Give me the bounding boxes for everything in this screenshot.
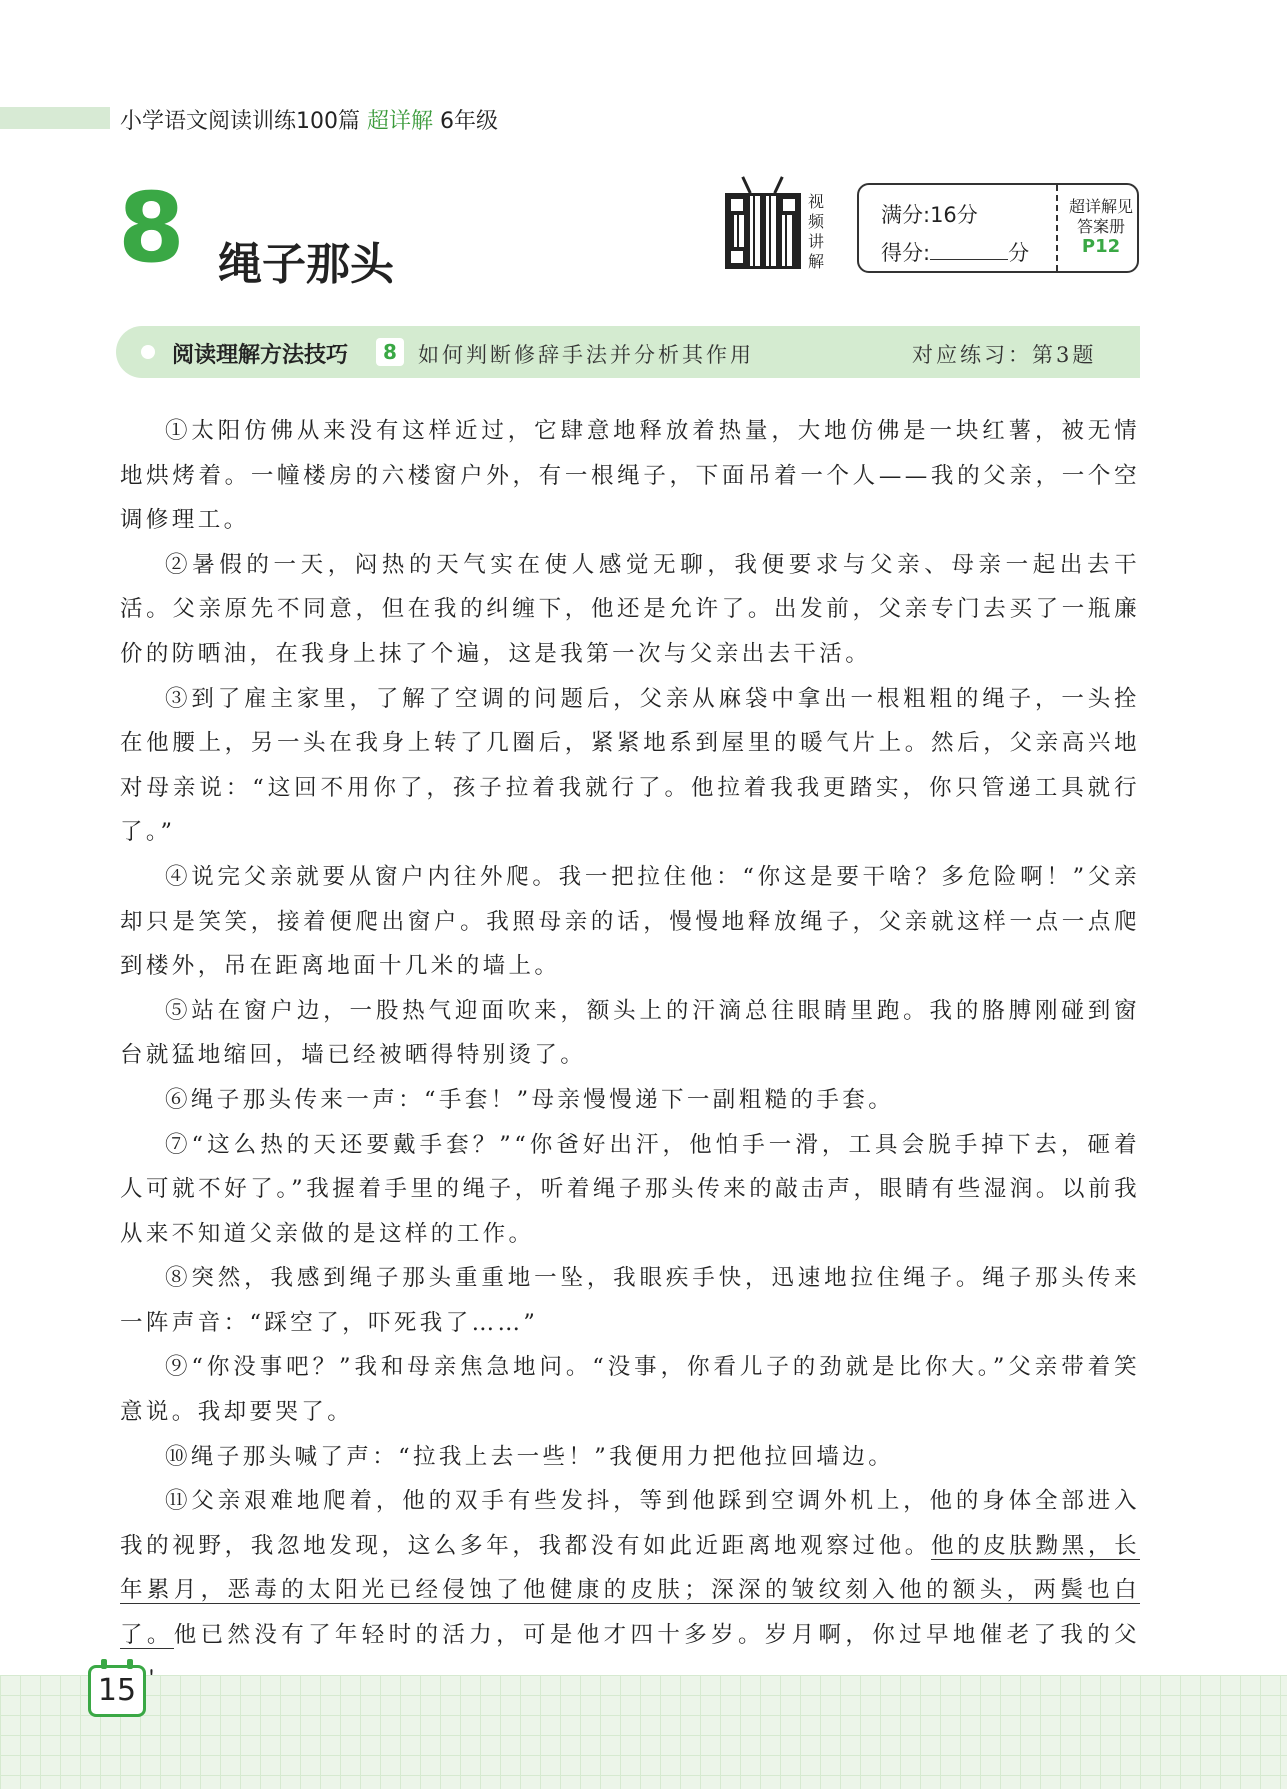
calendar-tab-icon bbox=[101, 1659, 107, 1669]
underlined-sentence: 他的皮肤黝黑，长年累月，恶毒的太阳光已经侵蚀了他健康的皮肤；深深的皱纹刻入他的额头，两鬓也白了。 bbox=[120, 1532, 1141, 1649]
article-body bbox=[120, 409, 1140, 1702]
header-band bbox=[0, 107, 110, 129]
method-number: 8 bbox=[376, 338, 404, 366]
score-blank bbox=[930, 241, 1008, 260]
answer-page: P12 bbox=[1081, 236, 1121, 257]
book-highlight: 超详解 bbox=[367, 109, 434, 134]
lesson-title: 绳子那头 bbox=[218, 239, 394, 290]
qr-code-icon[interactable] bbox=[725, 193, 801, 269]
paragraph: ⑨“你没事吧？”我和母亲焦急地问。“没事，你看儿子的劲就是比你大。”父亲带着笑意说。我却要哭了。 bbox=[120, 1354, 1140, 1426]
full-score: 满分:16分 bbox=[881, 203, 978, 227]
page-number: 15 bbox=[88, 1665, 146, 1717]
paragraph: ④说完父亲就要从窗户内往外爬。我一把拉住他：“你这是要干啥？多危险啊！”父亲却只是笑笑，接着便爬出窗户。我照母亲的话，慢慢地释放绳子，父亲就这样一点一点爬到楼外，吊在距离地面十几米的墙上。 bbox=[120, 863, 1140, 980]
method-bar bbox=[116, 326, 1140, 378]
answer-reference: 超详解见 答案册 P12 bbox=[1062, 197, 1140, 257]
score-divider bbox=[1056, 185, 1058, 271]
method-label: 阅读理解方法技巧 bbox=[172, 343, 349, 368]
method-topic: 如何判断修辞手法并分析其作用 bbox=[418, 343, 754, 367]
paragraph: ⑤站在窗户边，一股热气迎面吹来，额头上的汗滴总往眼睛里跑。我的胳膊刚碰到窗台就猛地缩回，墙已经被晒得特别烫了。 bbox=[120, 997, 1140, 1069]
score-box bbox=[857, 183, 1139, 273]
qr-antenna-icon bbox=[773, 176, 783, 194]
paragraph: ⑩绳子那头喊了声：“拉我上去一些！”我便用力把他拉回墙边。 bbox=[165, 1443, 895, 1470]
book-title: 小学语文阅读训练100篇 bbox=[120, 109, 360, 134]
bullet-icon bbox=[141, 345, 155, 359]
running-header bbox=[120, 104, 498, 135]
qr-antenna-icon bbox=[741, 176, 751, 194]
video-label: 视 频 讲 解 bbox=[807, 192, 824, 271]
grade-label: 6年级 bbox=[440, 109, 499, 134]
paragraph: ③到了雇主家里，了解了空调的问题后，父亲从麻袋中拿出一根粗粗的绳子，一头拴在他腰上，另一头在我身上转了几圈后，紧紧地系到屋里的暖气片上。然后，父亲高兴地对母亲说：“这回不用你了，孩子拉着我就行了。他拉着我我更踏实，你只管递工具就行了。” bbox=[120, 685, 1140, 846]
paragraph: ⑦“这么热的天还要戴手套？”“你爸好出汗，他怕手一滑，工具会脱手掉下去，砸着人可就不好了。”我握着手里的绳子，听着绳子那头传来的敲击声，眼睛有些湿润。以前我从来不知道父亲做的是这样的工作。 bbox=[120, 1131, 1140, 1247]
paragraph: ⑥绳子那头传来一声：“手套！”母亲慢慢递下一副粗糙的手套。 bbox=[165, 1086, 895, 1113]
footer-grid bbox=[0, 1675, 1287, 1789]
paragraph-11: ⑪父亲艰难地爬着，他的双手有些发抖，等到他踩到空调外机上，他的身体全部进入我的视野，我忽地发现，这么多年，我都没有如此近距离地观察过他。他的皮肤黝黑，长年累月，恶毒的太阳光已经侵蚀了他健康的皮肤；深深的皱纹刻入他的额头，两鬓也白了。他已然没有了年轻时的活力，可是他才四十多岁。岁月啊，你过早地催老了我的父 bbox=[120, 1488, 1141, 1649]
paragraph: ①太阳仿佛从来没有这样近过，它肆意地释放着热量，大地仿佛是一块红薯，被无情地烘烤着。一幢楼房的六楼窗户外，有一根绳子，下面吊着一个人——我的父亲，一个空调修理工。 bbox=[120, 418, 1140, 534]
score-earned: 得分: 分 bbox=[881, 241, 1030, 265]
practice-reference: 对应练习：第3题 bbox=[912, 343, 1097, 367]
calendar-tab-icon bbox=[127, 1659, 133, 1669]
lesson-number: 8 bbox=[118, 172, 185, 284]
paragraph: ②暑假的一天，闷热的天气实在使人感觉无聊，我便要求与父亲、母亲一起出去干活。父亲原先不同意，但在我的纠缠下，他还是允许了。出发前，父亲专门去买了一瓶廉价的防晒油，在我身上抹了个遍，这是我第一次与父亲出去干活。 bbox=[120, 551, 1140, 667]
paragraph: ⑧突然，我感到绳子那头重重地一坠，我眼疾手快，迅速地拉住绳子。绳子那头传来一阵声音：“踩空了，吓死我了……” bbox=[120, 1265, 1140, 1336]
